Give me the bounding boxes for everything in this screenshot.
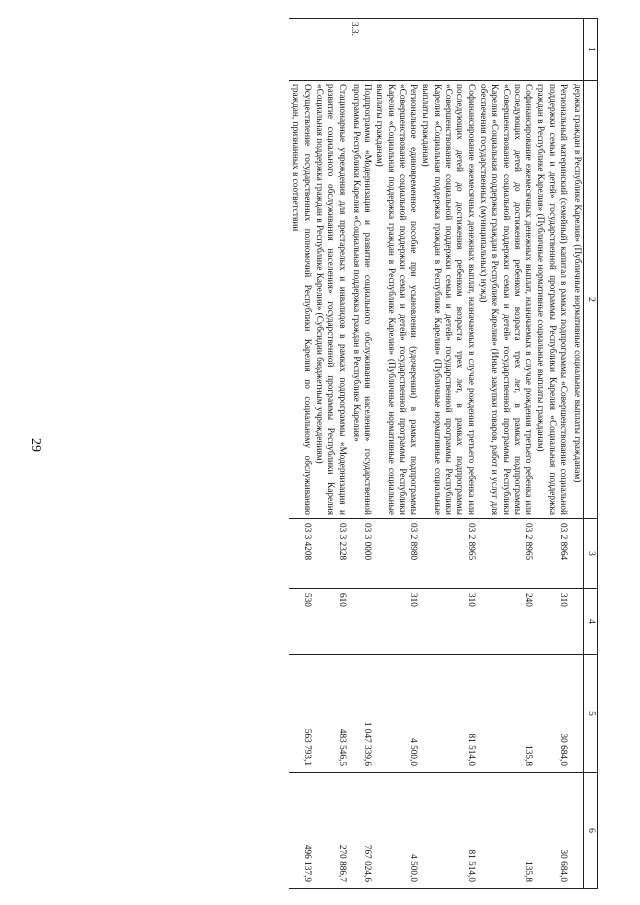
row-description: Софинансирование ежемесячных денежных выплат, назначаемых в случае рождения третьего ребенка или последующих детей до достижения ребенком возраста трех лет, в рамках подпрограммы «Совершенствование социальной поддержки семьи и детей» государственной программы Республики Карелия «Социальная поддержка граждан в Республике Карелия» (Иные закупки товаров, работ и услуг для обеспечения государственных (муниципальных) нужд) (477, 81, 534, 519)
amount-col5 (569, 655, 584, 773)
column-header: 4 (584, 589, 598, 655)
table-row (289, 19, 313, 889)
row-number (289, 19, 313, 81)
row-description: Региональный материнский (семейный) капитал в рамках подпрограммы «Совершенствование социальной поддержки семьи и детей» государственной программы Республики Карелия «Социальная поддержка граждан в Республике Карелия» (Публичные нормативные социальные выплаты гражданам) (534, 81, 569, 519)
column-header: 6 (584, 773, 598, 889)
target-code: 03 3 4208 (289, 519, 313, 589)
table-row (569, 19, 584, 889)
row-description: Осуществление государственных полномочий Республики Карелия по социальному обслуживанию граждан, признанных в соответствии (289, 81, 313, 519)
amount-col6: 135,8 (477, 773, 534, 889)
column-header: 1 (584, 19, 598, 81)
amount-col6: 30 684,0 (534, 773, 569, 889)
table-row (477, 19, 534, 889)
table-row (373, 19, 419, 889)
row-number (534, 19, 569, 81)
amount-col5: 4 500,0 (373, 655, 419, 773)
budget-table (289, 18, 598, 889)
column-header: 5 (584, 655, 598, 773)
amount-col6: 767 024,6 (348, 773, 373, 889)
amount-col5: 483 546,5 (313, 655, 348, 773)
table-row (419, 19, 476, 889)
expense-type: 310 (373, 589, 419, 655)
target-code: 03 2 8964 (534, 519, 569, 589)
row-number (313, 19, 348, 81)
amount-col5: 81 514,0 (419, 655, 476, 773)
table-row (348, 19, 373, 889)
amount-col6: 270 886,7 (313, 773, 348, 889)
expense-type: 530 (289, 589, 313, 655)
row-number: 3.3. (348, 19, 373, 81)
amount-col5: 135,8 (477, 655, 534, 773)
target-code: 03 2 8965 (477, 519, 534, 589)
table-row (313, 19, 348, 889)
expense-type (569, 589, 584, 655)
row-number (373, 19, 419, 81)
amount-col5: 1 047 339,6 (348, 655, 373, 773)
table-header-row (584, 19, 598, 889)
target-code (569, 519, 584, 589)
row-number (419, 19, 476, 81)
amount-col6 (569, 773, 584, 889)
row-description: Стационарные учреждения для престарелых и инвалидов в рамках подпрограммы «Модернизация и развитие социального обслуживания населения» государственной программы Республики Карелия «Социальная поддержка граждан в Республике Карелия» (Субсидии бюджетным учреждениям) (313, 81, 348, 519)
column-header: 2 (584, 81, 598, 519)
target-code: 03 3 0000 (348, 519, 373, 589)
expense-type: 610 (313, 589, 348, 655)
target-code: 03 3 2328 (313, 519, 348, 589)
amount-col6: 81 514,0 (419, 773, 476, 889)
amount-col5: 563 793,1 (289, 655, 313, 773)
column-header: 3 (584, 519, 598, 589)
row-description: Региональное единовременное пособие при усыновлении (удочерении) в рамках подпрограммы «Совершенствование социальной поддержки семьи и детей» государственной программы Республики Карелия «Социальная поддержка граждан в Республике Карелия» (Публичные нормативные социальные выплаты гражданам) (373, 81, 419, 519)
row-number (569, 19, 584, 81)
target-code: 03 2 8965 (419, 519, 476, 589)
amount-col5: 30 684,0 (534, 655, 569, 773)
row-description: Подпрограмма «Модернизация и развитие социального обслуживания населения» государственной программы Республики Карелия «Социальная поддержка граждан в Республике Карелия» (348, 81, 373, 519)
amount-col6: 496 137,9 (289, 773, 313, 889)
row-number (477, 19, 534, 81)
row-description: держка граждан в Республике Карелия» (Публичные нормативные социальные выплаты гражданам) (569, 81, 584, 519)
amount-col6: 4 500,0 (373, 773, 419, 889)
target-code: 03 2 8980 (373, 519, 419, 589)
expense-type: 310 (419, 589, 476, 655)
row-description: Софинансирование ежемесячных денежных выплат, назначаемых в случае рождения третьего ребенка или последующих детей до достижения ребенком возраста трех лет, в рамках подпрограммы «Совершенствование социальной поддержки семьи и детей» государственной программы Республики Карелия «Социальная поддержка граждан в Республике Карелия» (Публичные нормативные социальные выплаты гражданам) (419, 81, 476, 519)
expense-type (348, 589, 373, 655)
expense-type: 310 (534, 589, 569, 655)
expense-type: 240 (477, 589, 534, 655)
table-row (534, 19, 569, 889)
page-number: 29 (28, 438, 43, 452)
